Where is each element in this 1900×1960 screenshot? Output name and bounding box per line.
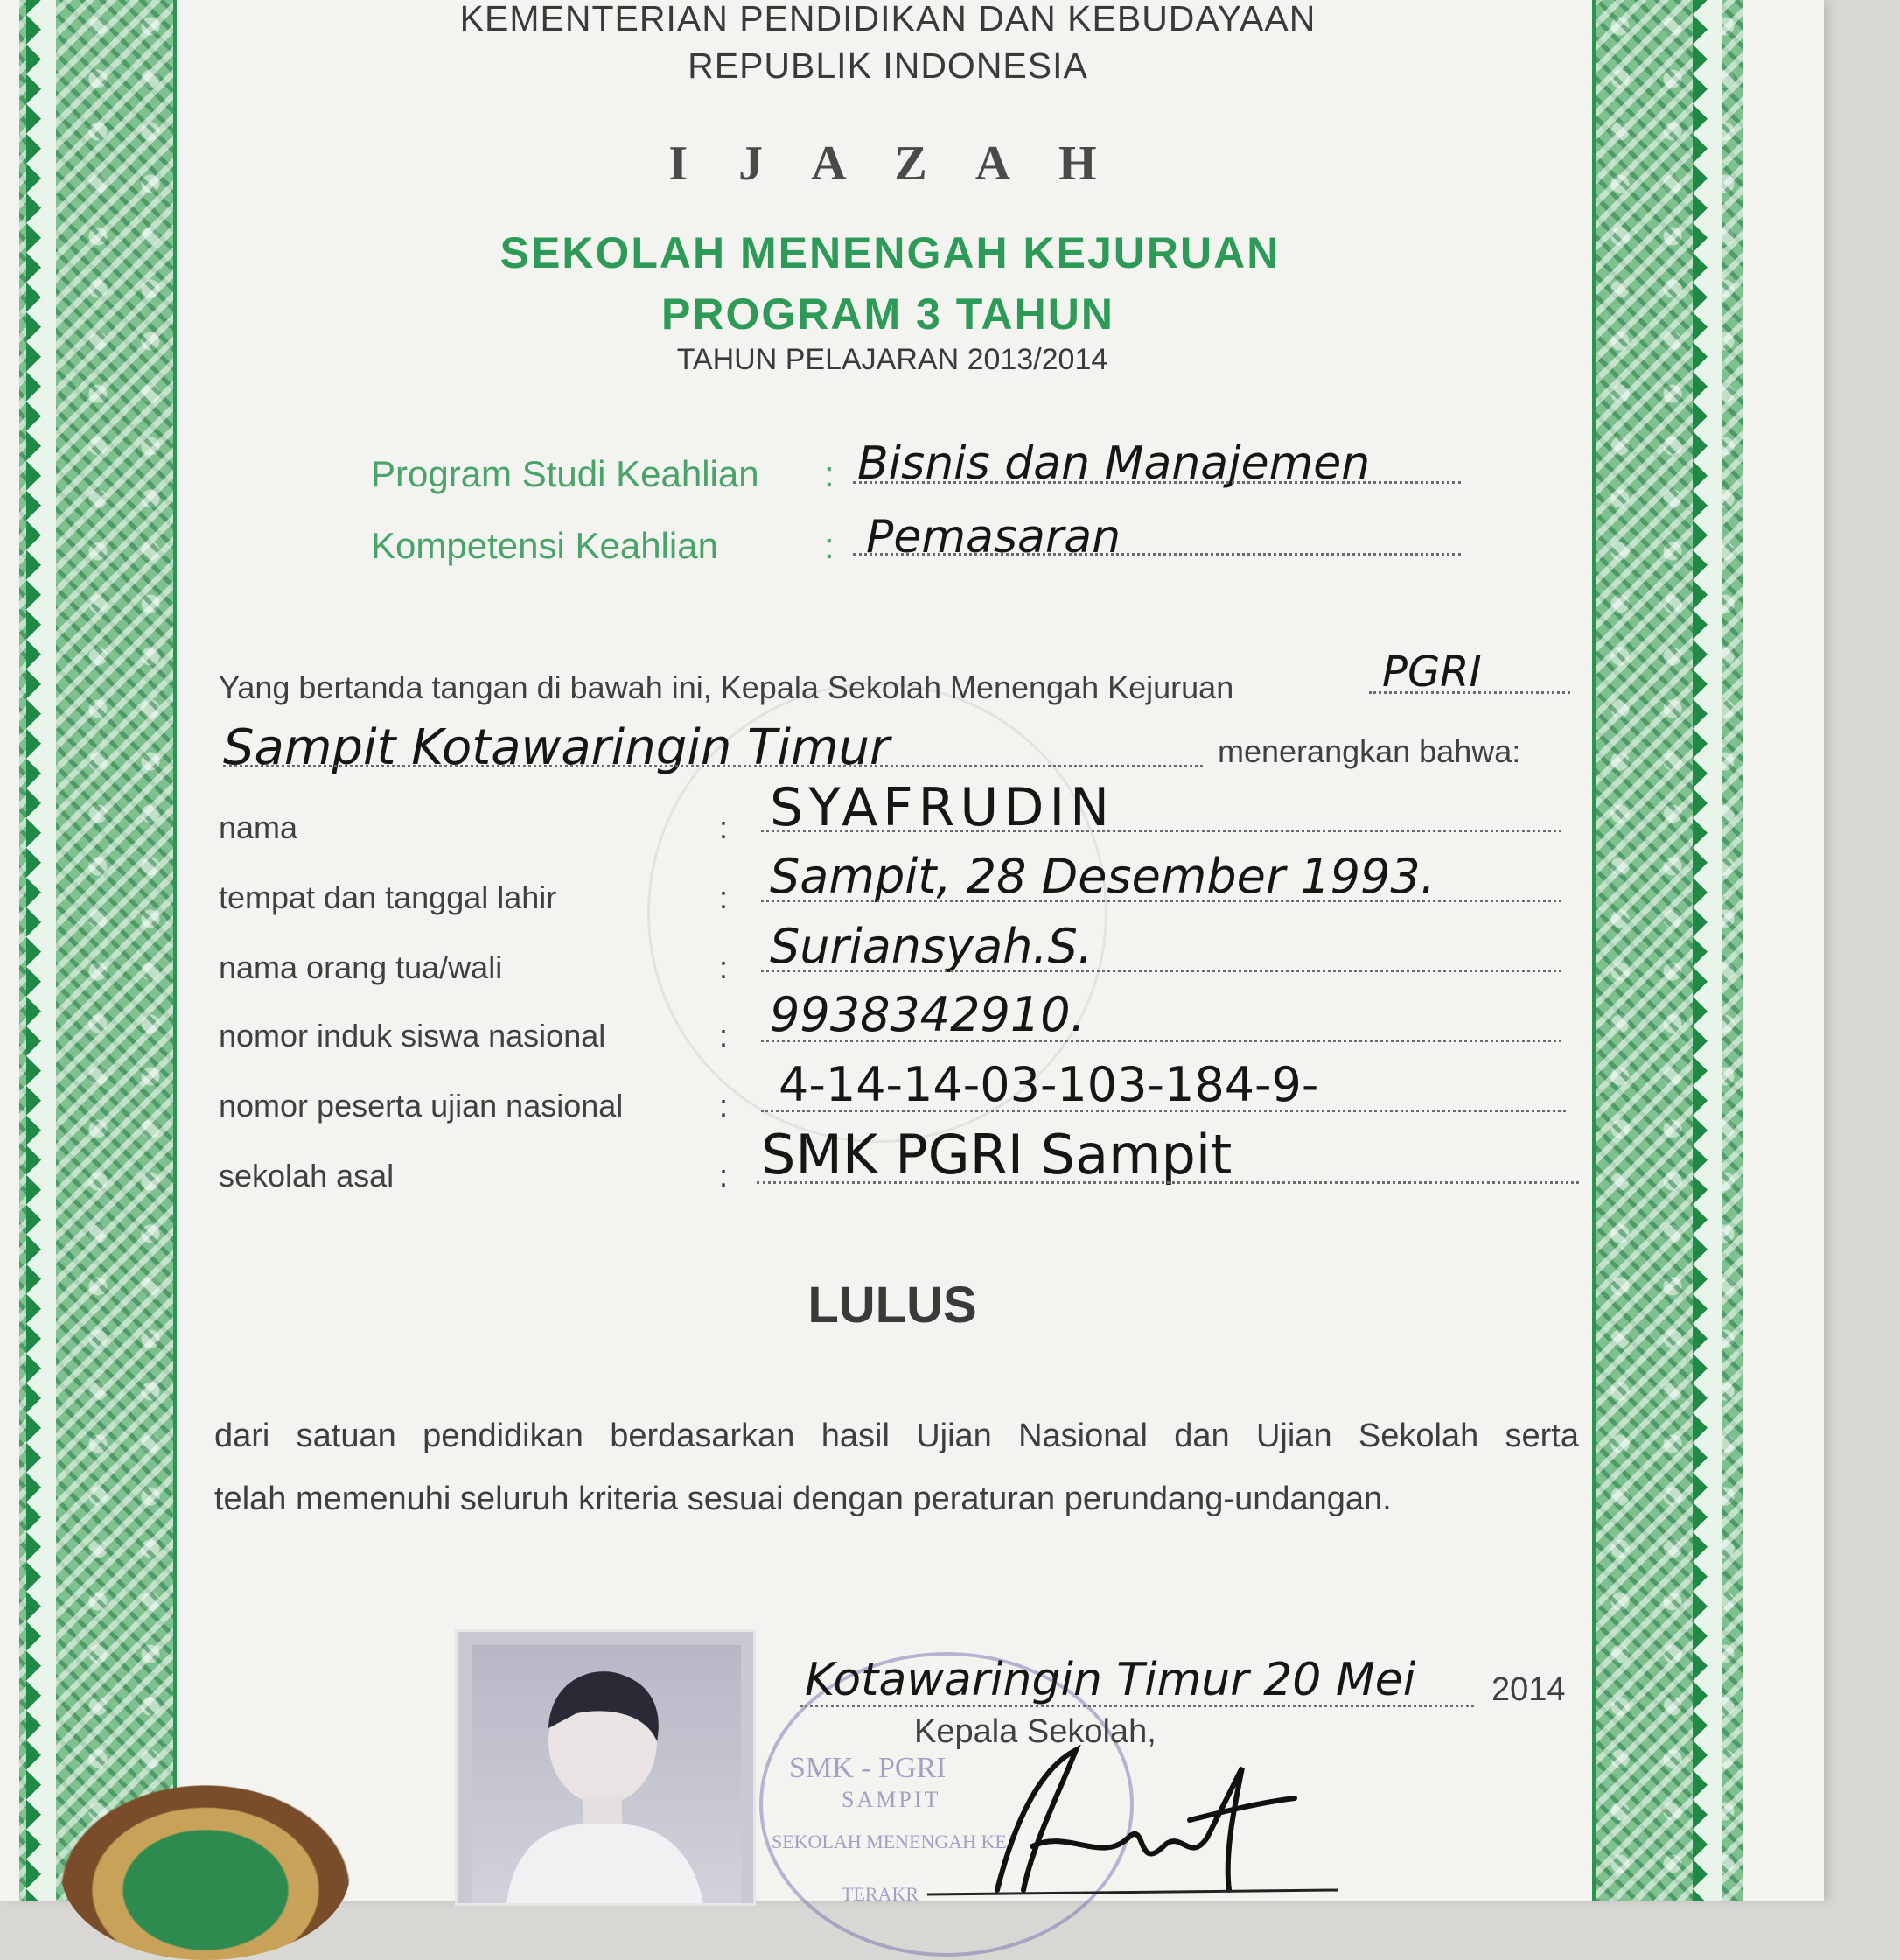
student-photo [455, 1629, 756, 1906]
program-label: Program Studi Keahlian [371, 453, 759, 494]
nisn-dotted-line [761, 1040, 1561, 1042]
field-label-nisn: nomor induk siswa nasional [219, 1018, 606, 1054]
headmaster-signature [927, 1715, 1347, 1900]
academic-year: TAHUN PELAJARAN 2013/2014 [676, 343, 1108, 376]
field-value-parent: Suriansyah.S. [770, 919, 1093, 974]
field-value-exam-number: 4-14-14-03-103-184-9- [779, 1057, 1319, 1112]
competency-dotted-line [853, 553, 1461, 556]
school-name-dotted-line [1369, 691, 1570, 694]
statement-school-name: PGRI [1382, 648, 1482, 696]
birth-dotted-line [761, 900, 1561, 902]
country-title: REPUBLIK INDONESIA [688, 46, 1088, 86]
student-portrait-icon [472, 1645, 741, 1903]
parent-dotted-line [761, 970, 1561, 972]
field-colon-parent: : [719, 949, 729, 985]
statement-closing: menerangkan bahwa: [1218, 733, 1521, 769]
field-colon-origin-school: : [719, 1158, 729, 1194]
field-label-parent: nama orang tua/wali [219, 949, 503, 985]
border-line-left [173, 0, 177, 1900]
field-colon-exam-number: : [719, 1088, 729, 1124]
signature-year: 2014 [1491, 1671, 1566, 1708]
exam-number-dotted-line [761, 1110, 1566, 1112]
competency-colon: : [824, 525, 835, 566]
ministry-title: KEMENTERIAN PENDIDIKAN DAN KEBUDAYAAN [459, 0, 1317, 38]
field-value-birth: Sampit, 28 Desember 1993. [770, 849, 1435, 904]
statement-school-location: Sampit Kotawaringin Timur [223, 719, 890, 776]
field-colon-birth: : [719, 879, 729, 915]
paragraph-line-2: telah memenuhi seluruh kriteria sesuai dengan peraturan perundang-undangan. [214, 1480, 1392, 1517]
program-dotted-line [853, 481, 1461, 484]
name-dotted-line [761, 830, 1561, 832]
statement-intro: Yang bertanda tangan di bawah ini, Kepala Sekolah Menengah Kejuruan [219, 669, 1234, 705]
signature-place-date: Kotawaringin Timur 20 Mei [805, 1654, 1416, 1706]
stamp-text-school: SMK - PGRI [789, 1752, 947, 1784]
paragraph-line-1: dari satuan pendidikan berdasarkan hasil Ujian Nasional dan Ujian Sekolah serta [214, 1418, 1579, 1454]
field-label-exam-number: nomor peserta ujian nasional [219, 1088, 624, 1124]
document-title: I J A Z A H [668, 136, 1116, 191]
program-colon: : [824, 453, 835, 494]
origin-school-dotted-line [757, 1181, 1579, 1184]
emblem-seal [61, 1785, 350, 1960]
program-duration: PROGRAM 3 TAHUN [661, 290, 1114, 339]
stamp-text-type: SEKOLAH MENENGAH KEJ [772, 1830, 1015, 1852]
stamp-text-accreditation: TERAKR [842, 1883, 919, 1905]
place-date-dotted-line [800, 1704, 1474, 1707]
field-value-nisn: 9938342910. [770, 987, 1086, 1042]
stamp-text-city: SAMPIT [842, 1787, 941, 1812]
border-line-right [1592, 0, 1596, 1900]
field-label-origin-school: sekolah asal [219, 1158, 395, 1194]
field-value-name: SYAFRUDIN [770, 777, 1115, 838]
zigzag-border-left [26, 0, 56, 1900]
signature-role: Kepala Sekolah, [914, 1713, 1156, 1750]
program-value: Bisnis dan Manajemen [857, 438, 1371, 490]
graduation-result: LULUS [807, 1277, 977, 1334]
field-colon-nisn: : [719, 1018, 729, 1054]
competency-label: Kompetensi Keahlian [371, 525, 718, 566]
competency-value: Pemasaran [866, 511, 1121, 564]
field-colon-name: : [719, 809, 729, 845]
school-type: SEKOLAH MENENGAH KEJURUAN [499, 228, 1281, 277]
zigzag-border-right [1693, 0, 1722, 1900]
field-value-origin-school: SMK PGRI Sampit [761, 1123, 1233, 1186]
field-label-birth: tempat dan tanggal lahir [219, 879, 557, 915]
location-dotted-line [223, 765, 1203, 767]
field-label-name: nama [219, 809, 298, 845]
